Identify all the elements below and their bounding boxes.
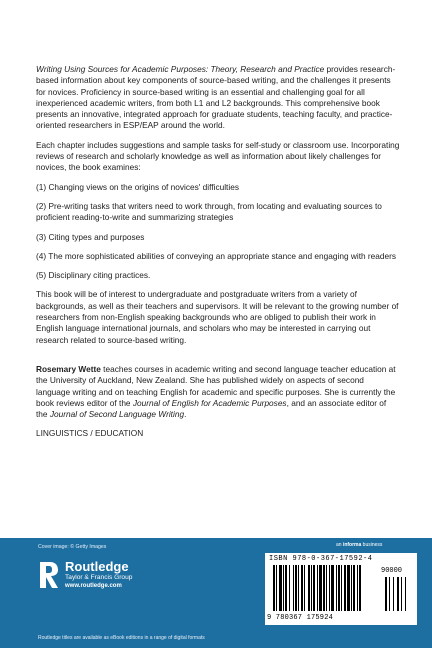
list-item: (4) The more sophisticated abilities of conveying an appropriate stance and engaging with readers (36, 250, 397, 261)
audience-paragraph: This book will be of interest to undergraduate and postgraduate writers from a variety of backgrounds, as well as their teachers and supervisors. It will be relevant to the growing number of researchers from non-English speaking backgrounds who are obliged to publish their work in English language international journals, and scholars who may be interested in carrying out research related to source-based writing. (36, 289, 399, 345)
barcode-number: 9 780367 175924 (267, 614, 334, 622)
author-bio: Rosemary Wette teaches courses in academic writing and second language teacher education at the University of Auckland, New Zealand. She has published widely on aspects of second language writing and on teaching English for academic and specific purposes. She is currently the book reviews editor of the Journal of English for Academic Purposes, and an associate editor of the Journal of Second Language Writing. (36, 363, 396, 420)
list-item: (3) Citing types and purposes (36, 231, 145, 242)
description-block (36, 64, 400, 448)
ebook-note: Routledge titles are available as eBook editions in a range of digital formats (38, 635, 205, 641)
isbn-label: ISBN 978-0-367-17592-4 (269, 555, 373, 563)
list-item: (5) Disciplinary citing practices. (36, 270, 151, 281)
routledge-logo-icon (38, 561, 60, 589)
book-title: Writing Using Sources for Academic Purposes: Theory, Research and Practice (36, 64, 325, 74)
informa-tagline: an informa business (336, 542, 383, 548)
cover-credit: Cover image: © Getty Images (38, 544, 107, 550)
barcode (265, 553, 417, 625)
publisher-logo (38, 560, 132, 590)
list-item: (1) Changing views on the origins of novices' difficulties (36, 181, 239, 192)
publisher-url: www.routledge.com (65, 583, 122, 589)
list-item: (2) Pre-writing tasks that writers need to work through, from locating and evaluating sources to proficient reading-to-write and summarizing strategies (36, 200, 382, 223)
publisher-group: Taylor & Francis Group (65, 574, 133, 581)
intro-paragraph: Writing Using Sources for Academic Purposes: Theory, Research and Practice provides research-based information about key components of source-based writing, and the challenges it presents for novices. Proficiency in source-based writing is an essential and challenging goal for all inexperienced academic writers, from both L1 and L2 backgrounds. This comprehensive book presents an innovative, integrated approach for graduate students, teaching faculty, and practice-oriented researchers in ESP/EAP around the world. (36, 64, 396, 131)
publisher-footer (0, 538, 432, 648)
publisher-name: Routledge (65, 559, 129, 574)
chapters-paragraph: Each chapter includes suggestions and sample tasks for self-study or classroom use. Incorporating reviews of research and scholarly knowledge as well as information about likely challenges for novices, the book examines: (36, 139, 400, 173)
price-code: 90000 (381, 567, 403, 575)
author-name: Rosemary Wette (36, 363, 101, 374)
subject-category: LINGUISTICS / EDUCATION (36, 428, 144, 439)
